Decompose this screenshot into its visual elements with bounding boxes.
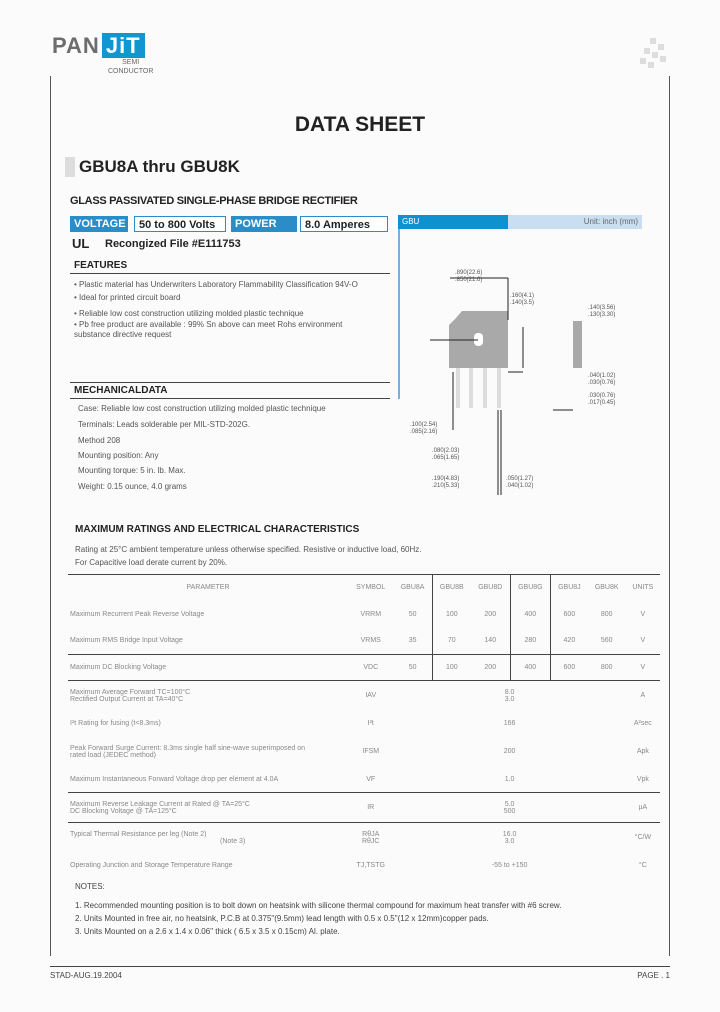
unit-cell: V: [640, 637, 646, 645]
logo-pan: PAN: [52, 33, 100, 58]
table-row: [68, 737, 660, 767]
symbol-line: RθJA: [362, 830, 380, 838]
mechanical-item: Method 208: [78, 436, 121, 445]
mechanical-heading: MECHANICALDATA: [70, 382, 390, 399]
feature-item: • Ideal for printed circuit board: [74, 293, 181, 302]
symbol-cell: VRMS: [360, 637, 381, 645]
table-row: [68, 767, 660, 793]
value-cell: 800: [588, 655, 626, 681]
value-cell: 200: [471, 655, 510, 681]
dim-lead-t: [588, 393, 615, 407]
header-cell: GBU8J: [551, 575, 588, 601]
value-line: 8.0: [504, 688, 515, 696]
power-label: POWER: [231, 216, 297, 232]
feature-item: • Plastic material has Underwriters Laboratory Flammability Classification 94V-O: [74, 280, 358, 289]
logo-sub2: CONDUCTOR: [108, 68, 154, 75]
unit-cell: A: [626, 681, 660, 711]
value-cell: 600: [551, 601, 588, 628]
value-cell: 50: [393, 655, 432, 681]
header-cell: GBU8A: [400, 584, 425, 592]
value-line: 5.0: [504, 800, 515, 808]
symbol-cell: VRRM: [360, 610, 382, 618]
voltage-value: 50 to 800 Volts: [134, 216, 226, 232]
value-cell: 600: [551, 655, 588, 681]
mechanical-item: Mounting position: Any: [78, 451, 159, 460]
table-row: [68, 655, 660, 681]
dim-label: .040(1.02): [588, 373, 616, 379]
dim-label: .030(0.76): [588, 380, 616, 386]
unit-cell: °C/W: [626, 823, 660, 853]
param-cell: [68, 737, 348, 767]
mechanical-item: Mounting torque: 5 in. lb. Max.: [78, 466, 186, 475]
value-line: 3.0: [504, 837, 515, 845]
value-cell: 70: [432, 628, 471, 655]
value-line: 500: [503, 807, 516, 815]
param-line: (Note 3): [220, 837, 246, 845]
mechanical-item: Terminals: Leads solderable per MIL-STD-202G.: [78, 420, 251, 429]
dim-lead-len: [432, 448, 459, 462]
table-header-row: [68, 575, 660, 601]
param-line: rated load (JEDEC method): [70, 751, 156, 759]
side-view: [573, 321, 582, 368]
dim-lead-w: [588, 373, 615, 387]
value-cell: 1.0: [504, 775, 515, 783]
note-item: 3. Units Mounted on a 2.6 x 1.4 x 0.06" thick ( 6.5 x 3.5 x 0.15cm) Al. plate.: [75, 927, 340, 936]
unit-cell: µA: [626, 793, 660, 823]
header-cell: SYMBOL: [356, 584, 386, 592]
dim-label: .040(1.02): [506, 483, 534, 489]
value-cell: 420: [551, 628, 588, 655]
param-cell: Maximum Recurrent Peak Reverse Voltage: [70, 610, 205, 618]
value-cell: 50: [408, 610, 417, 618]
symbol-cell: IAV: [348, 681, 393, 711]
logo-subtitle: [108, 58, 153, 76]
dim-label: .080(2.03): [432, 448, 460, 454]
value-cell: 140: [484, 637, 497, 645]
dim-thickness: [588, 305, 615, 319]
product-subtitle: GLASS PASSIVATED SINGLE-PHASE BRIDGE RECTIFIER: [70, 195, 358, 207]
param-line: DC Blocking Voltage @ TA=125°C: [70, 807, 177, 815]
dim-label: .850(21.6): [455, 277, 483, 283]
unit-cell: °C: [638, 862, 647, 869]
value-cell: [393, 793, 625, 823]
symbol-cell: I²t: [367, 720, 374, 727]
header-cell: PARAMETER: [186, 584, 230, 592]
dim-label: .890(22.6): [455, 270, 483, 276]
dim-top: [455, 270, 482, 284]
value-cell: 100: [432, 601, 471, 628]
table-row: [68, 601, 660, 628]
unit-cell: V: [640, 610, 646, 618]
recognized-file: Recongized File #E111753: [105, 238, 241, 250]
value-cell: 400: [510, 601, 550, 628]
param-cell: [68, 823, 348, 853]
unit-cell: A²sec: [633, 720, 652, 727]
ul-logo: UL: [72, 236, 90, 251]
value-line: 3.0: [504, 695, 515, 703]
dim-pitch: [410, 422, 437, 436]
value-cell: 100: [432, 655, 471, 681]
dim-lead-width: [506, 476, 533, 490]
mechanical-item: Weight: 0.15 ounce, 4.0 grams: [78, 482, 187, 491]
unit-cell: Apk: [636, 748, 649, 755]
dim-label: .130(3.30): [588, 312, 616, 318]
param-cell: [68, 681, 348, 711]
page-number: PAGE . 1: [637, 971, 670, 980]
panjit-logo: [52, 33, 145, 59]
dim-label: .030(0.76): [588, 393, 616, 399]
header-cell: GBU8K: [594, 584, 619, 592]
ratings-heading: MAXIMUM RATINGS AND ELECTRICAL CHARACTERISTICS: [75, 524, 360, 535]
value-cell: 400: [510, 655, 550, 681]
dim-label: .050(1.27): [506, 476, 534, 482]
notes: [75, 880, 561, 938]
param-line: Typical Thermal Resistance per leg (Note 2): [70, 830, 207, 838]
dim-label: .017(0.45): [588, 400, 616, 406]
feature-item: • Pb free product are available : 99% Sn above can meet Rohs environment substance directive request: [74, 320, 343, 339]
param-cell: Operating Junction and Storage Temperature Range: [70, 862, 233, 869]
symbol-cell: VF: [366, 775, 376, 783]
ratings-note: For Capacitive load derate current by 20%.: [75, 558, 228, 567]
symbol-cell: [348, 823, 393, 853]
value-cell: 35: [408, 637, 417, 645]
param-cell: Maximum RMS Bridge Input Voltage: [70, 637, 183, 645]
feature-text: Reliable low cost construction utilizing molded plastic technique: [79, 309, 304, 318]
param-line: Maximum Reverse Leakage Current at Rated @ TA=25°C: [70, 800, 250, 808]
param-line: Maximum Average Forward TC=100°C: [70, 688, 191, 696]
value-cell: 560: [600, 637, 613, 645]
param-cell: [68, 793, 348, 823]
dim-label: .210(5.33): [432, 483, 460, 489]
symbol-cell: IFSM: [362, 748, 380, 755]
value-cell: 200: [503, 748, 516, 755]
dim-label: .190(4.83): [432, 476, 460, 482]
value-cell: 200: [484, 610, 497, 618]
voltage-label: VOLTAGE: [70, 216, 128, 232]
note-item: 1. Recommended mounting position is to bolt down on heatsink with silicone thermal compound for maximum heat transfer with #6 screw.: [75, 901, 562, 910]
part-number: GBU8A thru GBU8K: [65, 157, 240, 177]
package-header: [398, 215, 642, 229]
package-name: GBU: [398, 215, 508, 229]
mechanical-item: Case: Reliable low cost construction utilizing molded plastic technique: [78, 404, 326, 413]
ratings-table: [68, 574, 660, 879]
param-line: Peak Forward Surge Current: 8.3ms single half sine-wave superimposed on: [70, 744, 306, 752]
dim-spacing: [432, 476, 459, 490]
footer: [50, 966, 670, 980]
feature-item: • Reliable low cost construction utilizing molded plastic technique: [74, 309, 304, 318]
header-cell: GBU8G: [510, 575, 550, 601]
param-cell: Maximum DC Blocking Voltage: [68, 655, 348, 681]
feature-text: Ideal for printed circuit board: [79, 293, 181, 302]
dim-label: .100(2.54): [410, 422, 438, 428]
symbol-cell: TJ,TSTG: [356, 862, 385, 869]
header-cell: GBU8D: [478, 584, 503, 592]
table-row: [68, 793, 660, 823]
table-row: [68, 853, 660, 879]
table-row: [68, 628, 660, 655]
dim-label: .140(3.56): [588, 305, 616, 311]
header-cell: UNITS: [632, 584, 654, 592]
value-line: 16.0: [502, 830, 517, 838]
feature-text: Plastic material has Underwriters Laboratory Flammability Classification 94V-O: [79, 280, 358, 289]
page-title: DATA SHEET: [294, 113, 426, 136]
features-heading: FEATURES: [70, 258, 390, 274]
decorative-squares: [640, 38, 666, 68]
dim-label: .160(4.1): [510, 293, 535, 299]
notes-heading: NOTES:: [75, 882, 105, 891]
unit-cell: Vpk: [636, 775, 649, 783]
table-row: [68, 711, 660, 737]
value-cell: [393, 823, 625, 853]
dim-label: .065(1.65): [432, 455, 460, 461]
leads: [456, 368, 501, 408]
value-cell: 166: [503, 720, 516, 727]
feature-text: Pb free product are available : 99% Sn above can meet Rohs environment substance directive request: [74, 320, 343, 339]
symbol-cell: IR: [348, 793, 393, 823]
value-cell: [393, 681, 625, 711]
package-unit: Unit: inch (mm): [583, 217, 638, 226]
symbol-line: RθJC: [361, 837, 380, 845]
footer-date: STAD-AUG.19.2004: [50, 971, 122, 980]
table-row: [68, 823, 660, 853]
value-cell: -55 to +150: [491, 862, 528, 869]
symbol-cell: VDC: [348, 655, 393, 681]
value-cell: 280: [510, 628, 550, 655]
logo-jit: JiT: [102, 33, 145, 58]
dim-hole: [510, 293, 534, 307]
param-cell: Maximum Instantaneous Forward Voltage drop per element at 4.0A: [70, 775, 279, 783]
header-cell: GBU8B: [432, 575, 471, 601]
ratings-note: Rating at 25°C ambient temperature unless otherwise specified. Resistive or inductive load, 60Hz.: [75, 545, 422, 554]
unit-cell: V: [626, 655, 660, 681]
power-value: 8.0 Amperes: [300, 216, 388, 232]
note-item: 2. Units Mounted in free air, no heatsink, P.C.B at 0.375"(9.5mm) lead length with 0.5 x 0.5"(12 x 12mm)copper pads.: [75, 914, 489, 923]
dim-label: .140(3.5): [510, 300, 535, 306]
dim-label: .085(2.16): [410, 429, 438, 435]
logo-sub1: SEMI: [122, 59, 140, 66]
param-cell: I²t Rating for fusing (t<8.3ms): [70, 720, 161, 727]
table-row: [68, 681, 660, 711]
value-cell: 800: [600, 610, 613, 618]
param-line: Rectified Output Current at TA=40°C: [70, 695, 184, 703]
